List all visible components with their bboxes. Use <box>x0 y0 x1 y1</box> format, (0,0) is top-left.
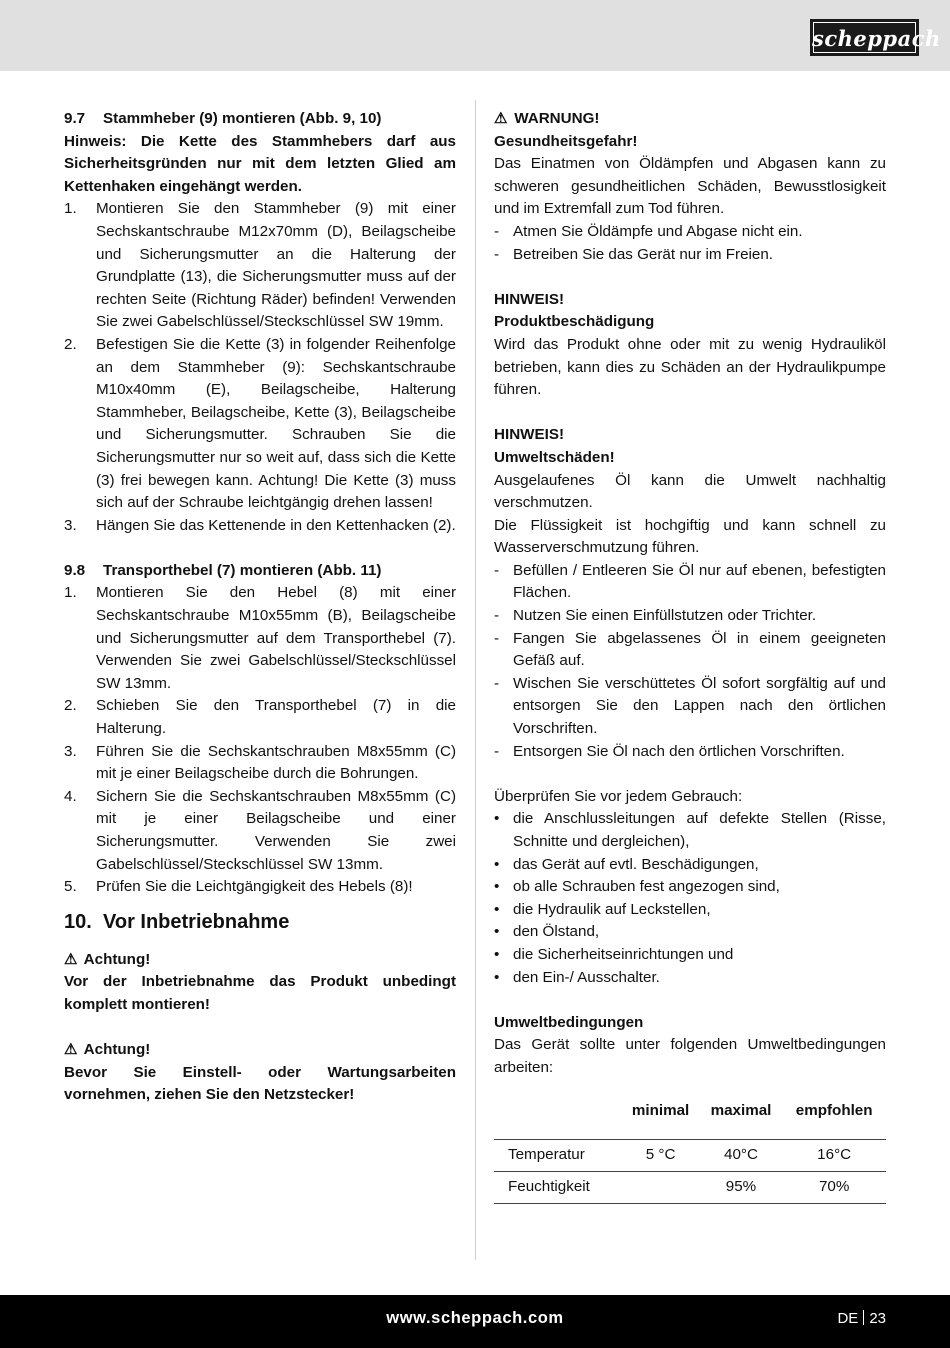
chain-note: Hinweis: Die Kette des Stammhebers darf aus Sicherheitsgründen nur mit dem letzten Glied am Kettenhaken eingehängt werden. <box>64 132 456 195</box>
item-text: ob alle Schrauben fest angezogen sind, <box>513 878 780 896</box>
attention-label: ⚠ Achtung! <box>64 1039 456 1062</box>
env-text: Das Gerät sollte unter folgenden Umweltbedingungen arbeiten: <box>494 1036 886 1076</box>
step-number: 3. <box>64 742 77 760</box>
attention-text: Vor der Inbetriebnahme das Produkt unbedingt komplett montieren! <box>64 973 456 1013</box>
step-item <box>64 582 456 695</box>
table-cell: Feuchtigkeit <box>494 1171 622 1203</box>
step-item <box>64 695 456 740</box>
notice-title: Produktbeschädigung <box>494 313 655 331</box>
bullet-icon: • <box>494 968 500 986</box>
bullet-icon: • <box>494 923 500 941</box>
notice-item <box>494 741 886 764</box>
notice-item <box>494 673 886 741</box>
dash-icon: - <box>494 607 500 625</box>
item-text: Atmen Sie Öldämpfe und Abgase nicht ein. <box>513 222 803 240</box>
chapter-number: 10. <box>64 910 92 933</box>
table-header-cell: minimal <box>631 1101 690 1119</box>
check-item <box>494 854 886 877</box>
check-list <box>494 808 886 989</box>
check-intro: Überprüfen Sie vor jedem Gebrauch: <box>494 787 743 805</box>
check-item <box>494 967 886 990</box>
step-number: 2. <box>64 697 77 715</box>
bullet-icon: • <box>494 855 500 873</box>
item-text: Entsorgen Sie Öl nach den örtlichen Vorschriften. <box>513 742 845 760</box>
warning-title: Gesundheitsgefahr! <box>494 132 638 150</box>
section-title: Transporthebel (7) montieren (Abb. 11) <box>103 561 382 579</box>
notice-text: Die Flüssigkeit ist hochgiftig und kann schnell zu Wasserverschmutzung führen. <box>494 516 886 557</box>
step-text: Führen Sie die Sechskantschrauben M8x55mm (C) mit je einer Beilagscheibe durch die Bohrungen. <box>96 742 456 783</box>
chapter-heading-10 <box>64 909 456 935</box>
step-text: Schieben Sie den Transporthebel (7) in die Halterung. <box>96 697 456 738</box>
step-number: 5. <box>64 878 77 896</box>
left-column <box>64 108 456 1107</box>
check-item <box>494 921 886 944</box>
step-number: 4. <box>64 787 77 805</box>
bullet-icon: • <box>494 878 500 896</box>
dash-icon: - <box>494 742 500 760</box>
right-column <box>494 108 886 1204</box>
step-text: Prüfen Sie die Leichtgängigkeit des Hebels (8)! <box>96 878 413 896</box>
notice-text: Wird das Produkt ohne oder mit zu wenig Hydrauliköl betrieben, kann dies zu Schäden an der Hydraulikpumpe führen. <box>494 335 886 399</box>
warning-triangle-icon: ⚠ <box>494 110 508 127</box>
item-text: die Sicherheitseinrichtungen und <box>513 945 734 963</box>
steps-list-9-8 <box>64 582 456 898</box>
item-text: Fangen Sie abgelassenes Öl in einem geeigneten Gefäß auf. <box>513 629 886 670</box>
notice-title: Umweltschäden! <box>494 448 615 466</box>
step-text: Sichern Sie die Sechskantschrauben M8x55mm (C) mit je einer Beilagscheibe und einer Sicherungsmutter. Verwenden Sie zwei Gabelschlüssel/Steckschlüssel SW 13mm. <box>96 787 456 873</box>
section-heading-9-8 <box>64 560 456 583</box>
item-text: den Ölstand, <box>513 923 600 941</box>
item-text: Betreiben Sie das Gerät nur im Freien. <box>513 245 773 263</box>
item-text: den Ein-/ Ausschalter. <box>513 968 660 986</box>
brand-logo: scheppach <box>810 19 919 56</box>
step-item <box>64 334 456 515</box>
step-number: 1. <box>64 584 77 602</box>
table-header-cell <box>494 1098 622 1140</box>
notice-item <box>494 628 886 673</box>
page-number <box>837 1310 886 1327</box>
dash-icon: - <box>494 222 500 240</box>
notice-text: Ausgelaufenes Öl kann die Umwelt nachhaltig verschmutzen. <box>494 471 886 512</box>
table-cell: Temperatur <box>494 1139 622 1171</box>
section-number: 9.7 <box>64 110 86 127</box>
item-text: Wischen Sie verschüttetes Öl sofort sorgfältig auf und entsorgen Sie den Lappen nach den örtlichen Vorschriften. <box>513 674 886 738</box>
table-cell: 95% <box>700 1171 783 1203</box>
page-footer <box>0 1295 950 1348</box>
step-number: 1. <box>64 200 77 218</box>
check-item <box>494 944 886 967</box>
item-text: die Anschlussleitungen auf defekte Stellen (Risse, Schnitte und dergleichen), <box>513 810 886 850</box>
warning-list <box>494 221 886 266</box>
step-item <box>64 198 456 334</box>
page-header <box>0 0 950 71</box>
table-row <box>494 1139 886 1171</box>
table-cell: 5 °C <box>622 1139 700 1171</box>
item-text: die Hydraulik auf Leckstellen, <box>513 900 711 918</box>
table-header-cell: empfohlen <box>795 1101 873 1119</box>
column-divider <box>475 100 476 1260</box>
website-link[interactable]: www.scheppach.com <box>386 1309 564 1327</box>
section-heading-9-7 <box>64 108 456 131</box>
bullet-icon: • <box>494 900 500 918</box>
notice-label: HINWEIS! <box>494 290 565 308</box>
attention-text: Bevor Sie Einstell- oder Wartungsarbeiten vornehmen, ziehen Sie den Netzstecker! <box>64 1063 456 1104</box>
item-text: das Gerät auf evtl. Beschädigungen, <box>513 855 759 873</box>
notice-list <box>494 560 886 763</box>
step-item <box>64 876 456 899</box>
notice-item <box>494 605 886 628</box>
step-item <box>64 741 456 786</box>
warning-triangle-icon: ⚠ <box>64 950 78 968</box>
section-number: 9.8 <box>64 561 86 579</box>
language-code: DE <box>837 1310 859 1327</box>
warning-triangle-icon: ⚠ <box>64 1041 78 1059</box>
table-row <box>494 1171 886 1203</box>
step-text: Montieren Sie den Stammheber (9) mit einer Sechskantschraube M12x70mm (D), Beilagscheibe und Sicherungsmutter an die Halterung der Grundplatte (13), die Sicherungsmutter muss auf der rechten Seite (Richtung Räder) befinden! Verwenden Sie zwei Gabelschlüssel/Steckschlüssel SW 19mm. <box>96 200 456 331</box>
table-header-cell: maximal <box>710 1101 772 1119</box>
item-text: Befüllen / Entleeren Sie Öl nur auf ebenen, befestigten Flächen. <box>513 561 886 602</box>
warning-text: Das Einatmen von Öldämpfen und Abgasen kann zu schweren gesundheitlichen Schäden, Bewusstlosigkeit und im Extremfall zum Tod führen. <box>494 155 886 218</box>
warning-label: ⚠ WARNUNG! <box>494 108 886 131</box>
warning-item <box>494 244 886 267</box>
warning-item <box>494 221 886 244</box>
step-text: Hängen Sie das Kettenende in den Kettenhacken (2). <box>96 516 456 534</box>
step-text: Befestigen Sie die Kette (3) in folgender Reihenfolge an dem Stammheber (9): Sechskantschraube M10x40mm (E), Beilagscheibe, Halterung Stammheber, Beilagscheibe, Kette (3), Beilagscheibe und Sicherungsmutter. Schrauben Sie die Sicherungsmutter nur so weit auf, dass sich die Kette (3) frei bewegen kann. Achtung! Die Kette (3) muss sich auf der Schraube leichtgängig drehen lassen! <box>96 335 456 512</box>
env-title: Umweltbedingungen <box>494 1013 644 1031</box>
table-cell: 16°C <box>782 1139 886 1171</box>
table-cell: 40°C <box>700 1139 783 1171</box>
table-cell <box>622 1171 700 1203</box>
dash-icon: - <box>494 561 500 579</box>
dash-icon: - <box>494 629 500 647</box>
step-number: 3. <box>64 516 77 534</box>
section-title: Stammheber (9) montieren (Abb. 9, 10) <box>103 110 382 127</box>
notice-label: HINWEIS! <box>494 426 565 444</box>
table-cell: 70% <box>782 1171 886 1203</box>
dash-icon: - <box>494 245 500 263</box>
notice-item <box>494 560 886 605</box>
step-item <box>64 786 456 876</box>
check-item <box>494 808 886 853</box>
environment-table <box>494 1098 886 1204</box>
check-item <box>494 899 886 922</box>
attention-label: ⚠ Achtung! <box>64 949 456 972</box>
bullet-icon: • <box>494 945 500 963</box>
step-text: Montieren Sie den Hebel (8) mit einer Sechskantschraube M10x55mm (B), Beilagscheibe und Sicherungsmutter auf dem Transporthebel (7). Verwenden Sie zwei Gabelschlüssel/Steckschlüssel SW 13mm. <box>96 584 456 692</box>
check-item <box>494 876 886 899</box>
step-item <box>64 515 456 538</box>
chapter-title: Vor Inbetriebnahme <box>103 910 290 933</box>
step-number: 2. <box>64 335 77 353</box>
item-text: Nutzen Sie einen Einfüllstutzen oder Trichter. <box>513 607 817 625</box>
steps-list-9-7 <box>64 198 456 537</box>
bullet-icon: • <box>494 810 500 828</box>
dash-icon: - <box>494 674 500 692</box>
page-num: 23 <box>869 1310 886 1327</box>
